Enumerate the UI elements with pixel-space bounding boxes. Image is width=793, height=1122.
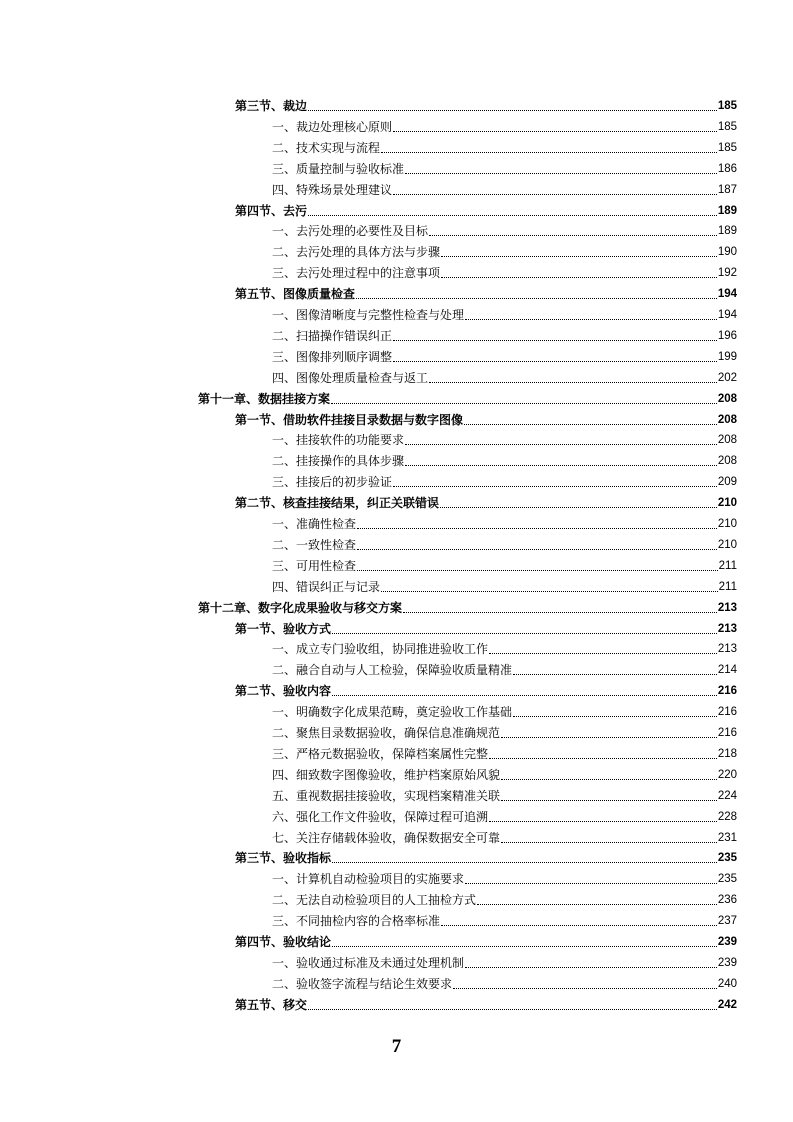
toc-dot-leader <box>405 173 717 174</box>
toc-entry-title: 一、成立专门验收组，协同推进验收工作 <box>272 642 489 657</box>
toc-dot-leader <box>501 779 717 780</box>
toc-entry-page: 235 <box>717 852 737 865</box>
toc-entry-page: 190 <box>717 246 737 259</box>
toc-subsection-entry[interactable] <box>272 953 737 973</box>
toc-dot-leader <box>501 800 717 801</box>
toc-entry-title: 四、图像处理质量检查与返工 <box>272 370 429 385</box>
toc-entry-page: 239 <box>717 936 737 948</box>
toc-entry-page: 192 <box>717 267 737 280</box>
toc-subsection-entry[interactable] <box>272 911 737 931</box>
toc-section-entry[interactable] <box>235 284 737 304</box>
toc-entry-page: 210 <box>717 538 737 551</box>
toc-dot-leader <box>381 152 717 153</box>
toc-subsection-entry[interactable] <box>272 890 737 910</box>
toc-subsection-entry[interactable] <box>272 786 737 806</box>
toc-dot-leader <box>489 653 717 654</box>
toc-subsection-entry[interactable] <box>272 472 737 492</box>
toc-subsection-entry[interactable] <box>272 807 737 827</box>
toc-dot-leader <box>405 444 717 445</box>
toc-subsection-entry[interactable] <box>272 451 737 471</box>
toc-entry-page: 209 <box>717 476 737 489</box>
toc-subsection-entry[interactable] <box>272 828 737 848</box>
toc-subsection-entry[interactable] <box>272 430 737 450</box>
toc-entry-title: 第三节、验收指标 <box>235 851 332 866</box>
toc-entry-title: 一、挂接软件的功能要求 <box>272 433 405 448</box>
toc-entry-page: 189 <box>717 225 737 238</box>
toc-section-entry[interactable] <box>235 681 737 701</box>
toc-dot-leader <box>403 612 717 613</box>
toc-entry-title: 一、准确性检查 <box>272 517 357 531</box>
toc-entry-title: 四、错误纠正与记录 <box>272 579 381 594</box>
toc-entry-page: 239 <box>717 956 737 969</box>
toc-dot-leader <box>429 382 717 383</box>
toc-dot-leader <box>465 967 717 968</box>
toc-dot-leader <box>501 842 717 843</box>
toc-entry-title: 第一节、验收方式 <box>235 621 332 636</box>
toc-entry-page: 228 <box>717 810 737 823</box>
toc-entry-title: 二、聚焦目录数据验收，确保信息准确规范 <box>272 726 501 740</box>
toc-entry-page: 240 <box>717 977 737 990</box>
toc-chapter-entry[interactable] <box>198 598 737 618</box>
toc-entry-page: 202 <box>717 371 737 384</box>
toc-entry-page: 187 <box>717 183 737 196</box>
toc-subsection-entry[interactable] <box>272 242 737 262</box>
toc-entry-title: 六、强化工作文件验收，保障过程可追溯 <box>272 809 489 824</box>
toc-dot-leader <box>441 925 717 926</box>
toc-entry-title: 第二节、验收内容 <box>235 684 332 699</box>
toc-dot-leader <box>405 465 717 466</box>
toc-subsection-entry[interactable] <box>272 744 737 764</box>
toc-entry-page: 216 <box>717 706 737 719</box>
toc-dot-leader <box>489 758 717 759</box>
toc-entry-title: 第五节、移交 <box>235 997 308 1012</box>
toc-entry-page: 236 <box>717 894 737 907</box>
toc-entry-page: 210 <box>717 497 737 510</box>
toc-dot-leader <box>332 633 717 634</box>
toc-subsection-entry[interactable] <box>272 326 737 346</box>
toc-entry-page: 194 <box>717 288 737 301</box>
toc-entry-page: 224 <box>717 789 737 802</box>
toc-entry-page: 194 <box>717 309 737 321</box>
toc-subsection-entry[interactable] <box>272 347 737 367</box>
toc-section-entry[interactable] <box>235 96 737 116</box>
toc-dot-leader <box>465 319 717 320</box>
toc-entry-title: 七、关注存储载体验收，确保数据安全可靠 <box>272 830 501 845</box>
toc-entry-page: 211 <box>718 580 737 593</box>
toc-dot-leader <box>332 946 717 947</box>
toc-entry-page: 189 <box>717 204 737 217</box>
toc-entry-page: 231 <box>717 831 737 844</box>
page-number: 7 <box>391 1036 402 1057</box>
toc-entry-title: 第二节、核查挂接结果，纠正关联错误 <box>235 496 440 511</box>
toc-subsection-entry[interactable] <box>272 514 737 534</box>
toc-entry-page: 208 <box>717 392 737 405</box>
toc-entry-title: 一、裁边处理核心原则 <box>272 119 393 134</box>
toc-entry-title: 三、质量控制与验收标准 <box>272 161 405 176</box>
toc-dot-leader <box>357 528 717 529</box>
toc-entry-page: 208 <box>717 455 737 468</box>
toc-subsection-entry[interactable] <box>272 117 737 137</box>
toc-entry-page: 185 <box>717 100 737 112</box>
toc-entry-title: 三、图像排列顺序调整 <box>272 349 393 364</box>
toc-entry-title: 二、挂接操作的具体步骤 <box>272 454 405 469</box>
toc-subsection-entry[interactable] <box>272 660 737 680</box>
toc-entry-title: 一、图像清晰度与完整性检查与处理 <box>272 308 465 322</box>
toc-dot-leader <box>513 674 717 675</box>
toc-subsection-entry[interactable] <box>272 765 737 785</box>
toc-subsection-entry[interactable] <box>272 263 737 283</box>
toc-entry-title: 一、验收通过标准及未通过处理机制 <box>272 955 465 970</box>
toc-dot-leader <box>381 591 718 592</box>
toc-dot-leader <box>465 883 717 884</box>
toc-subsection-entry[interactable] <box>272 723 737 743</box>
toc-dot-leader <box>441 277 717 278</box>
toc-entry-title: 三、去污处理过程中的注意事项 <box>272 266 441 281</box>
toc-entry-title: 第一节、借助软件挂接目录数据与数字图像 <box>235 412 464 427</box>
toc-entry-page: 216 <box>717 685 737 698</box>
toc-entry-page: 216 <box>717 727 737 739</box>
toc-entry-page: 208 <box>717 413 737 426</box>
toc-section-entry[interactable] <box>235 619 737 639</box>
toc-entry-title: 二、一致性检查 <box>272 537 357 552</box>
toc-dot-leader <box>393 486 717 487</box>
toc-entry-title: 第十一章、数据挂接方案 <box>198 391 331 406</box>
toc-subsection-entry[interactable] <box>272 535 737 555</box>
toc-entry-page: 210 <box>717 518 737 530</box>
toc-subsection-entry[interactable] <box>272 159 737 179</box>
toc-entry-title: 一、计算机自动检验项目的实施要求 <box>272 872 465 887</box>
toc-dot-leader <box>393 340 717 341</box>
toc-section-entry[interactable] <box>235 493 737 513</box>
toc-entry-title: 二、验收签字流程与结论生效要求 <box>272 976 453 991</box>
toc-section-entry[interactable] <box>235 410 737 430</box>
toc-dot-leader <box>429 235 717 236</box>
toc-entry-page: 199 <box>717 350 737 363</box>
toc-entry-page: 185 <box>717 141 737 154</box>
toc-dot-leader <box>357 549 717 550</box>
toc-entry-title: 三、不同抽检内容的合格率标准 <box>272 914 441 929</box>
toc-entry-title: 一、明确数字化成果范畴，奠定验收工作基础 <box>272 705 513 720</box>
toc-subsection-entry[interactable] <box>272 974 737 994</box>
toc-entry-page: 220 <box>717 768 737 781</box>
toc-entry-page: 213 <box>717 622 737 635</box>
toc-entry-title: 第十二章、数字化成果验收与移交方案 <box>198 600 403 615</box>
toc-dot-leader <box>308 215 717 216</box>
toc-dot-leader <box>332 695 717 696</box>
toc-entry-title: 三、可用性检查 <box>272 558 357 573</box>
toc-entry-page: 218 <box>717 747 737 760</box>
toc-subsection-entry[interactable] <box>272 869 737 889</box>
toc-entry-page: 185 <box>717 120 737 133</box>
toc-dot-leader <box>331 403 717 404</box>
toc-entry-page: 213 <box>717 601 737 614</box>
toc-dot-leader <box>308 1009 717 1010</box>
toc-section-entry[interactable] <box>235 995 737 1015</box>
toc-entry-page: 214 <box>717 664 737 677</box>
toc-dot-leader <box>489 821 717 822</box>
toc-entry-title: 四、细致数字图像验收，维护档案原始风貌 <box>272 767 501 782</box>
toc-subsection-entry[interactable] <box>272 221 737 241</box>
toc-entry-title: 五、重视数据挂接验收，实现档案精准关联 <box>272 788 501 803</box>
toc-entry-page: 211 <box>718 559 737 572</box>
toc-dot-leader <box>393 361 717 362</box>
toc-section-entry[interactable] <box>235 848 737 868</box>
toc-dot-leader <box>356 298 717 299</box>
toc-entry-title: 三、严格元数据验收，保障档案属性完整 <box>272 746 489 761</box>
toc-dot-leader <box>308 110 717 111</box>
toc-entry-title: 三、挂接后的初步验证 <box>272 475 393 490</box>
toc-dot-leader <box>393 194 717 195</box>
toc-entry-page: 208 <box>717 434 737 447</box>
toc-entry-title: 第四节、验收结论 <box>235 935 332 949</box>
toc-dot-leader <box>513 716 717 717</box>
toc-subsection-entry[interactable] <box>272 577 737 597</box>
toc-subsection-entry[interactable] <box>272 702 737 722</box>
toc-subsection-entry[interactable] <box>272 368 737 388</box>
toc-entry-page: 235 <box>717 873 737 886</box>
toc-entry-title: 第五节、图像质量检查 <box>235 287 356 302</box>
toc-subsection-entry[interactable] <box>272 639 737 659</box>
toc-entry-title: 四、特殊场景处理建议 <box>272 182 393 197</box>
toc-entry-title: 二、技术实现与流程 <box>272 140 381 155</box>
toc-entry-title: 二、去污处理的具体方法与步骤 <box>272 245 441 260</box>
toc-dot-leader <box>357 570 718 571</box>
toc-entry-title: 一、去污处理的必要性及目标 <box>272 224 429 239</box>
toc-dot-leader <box>393 131 717 132</box>
toc-entry-page: 186 <box>717 162 737 175</box>
toc-entry-title: 二、扫描操作错误纠正 <box>272 328 393 343</box>
toc-dot-leader <box>332 862 717 863</box>
toc-dot-leader <box>464 424 717 425</box>
toc-subsection-entry[interactable] <box>272 180 737 200</box>
toc-subsection-entry[interactable] <box>272 556 737 576</box>
toc-entry-title: 二、融合自动与人工检验，保障验收质量精准 <box>272 663 513 678</box>
toc-section-entry[interactable] <box>235 201 737 221</box>
toc-entry-title: 第三节、裁边 <box>235 99 308 113</box>
toc-entry-title: 第四节、去污 <box>235 203 308 218</box>
toc-dot-leader <box>441 256 717 257</box>
toc-dot-leader <box>440 507 717 508</box>
toc-entry-page: 242 <box>717 998 737 1011</box>
toc-subsection-entry[interactable] <box>272 305 737 325</box>
toc-dot-leader <box>501 737 717 738</box>
toc-dot-leader <box>453 988 717 989</box>
toc-section-entry[interactable] <box>235 932 737 952</box>
toc-chapter-entry[interactable] <box>198 389 737 409</box>
toc-dot-leader <box>477 904 717 905</box>
toc-entry-page: 196 <box>717 329 737 342</box>
toc-entry-page: 213 <box>717 643 737 656</box>
toc-entry-page: 237 <box>717 915 737 928</box>
toc-subsection-entry[interactable] <box>272 138 737 158</box>
toc-entry-title: 二、无法自动检验项目的人工抽检方式 <box>272 893 477 908</box>
